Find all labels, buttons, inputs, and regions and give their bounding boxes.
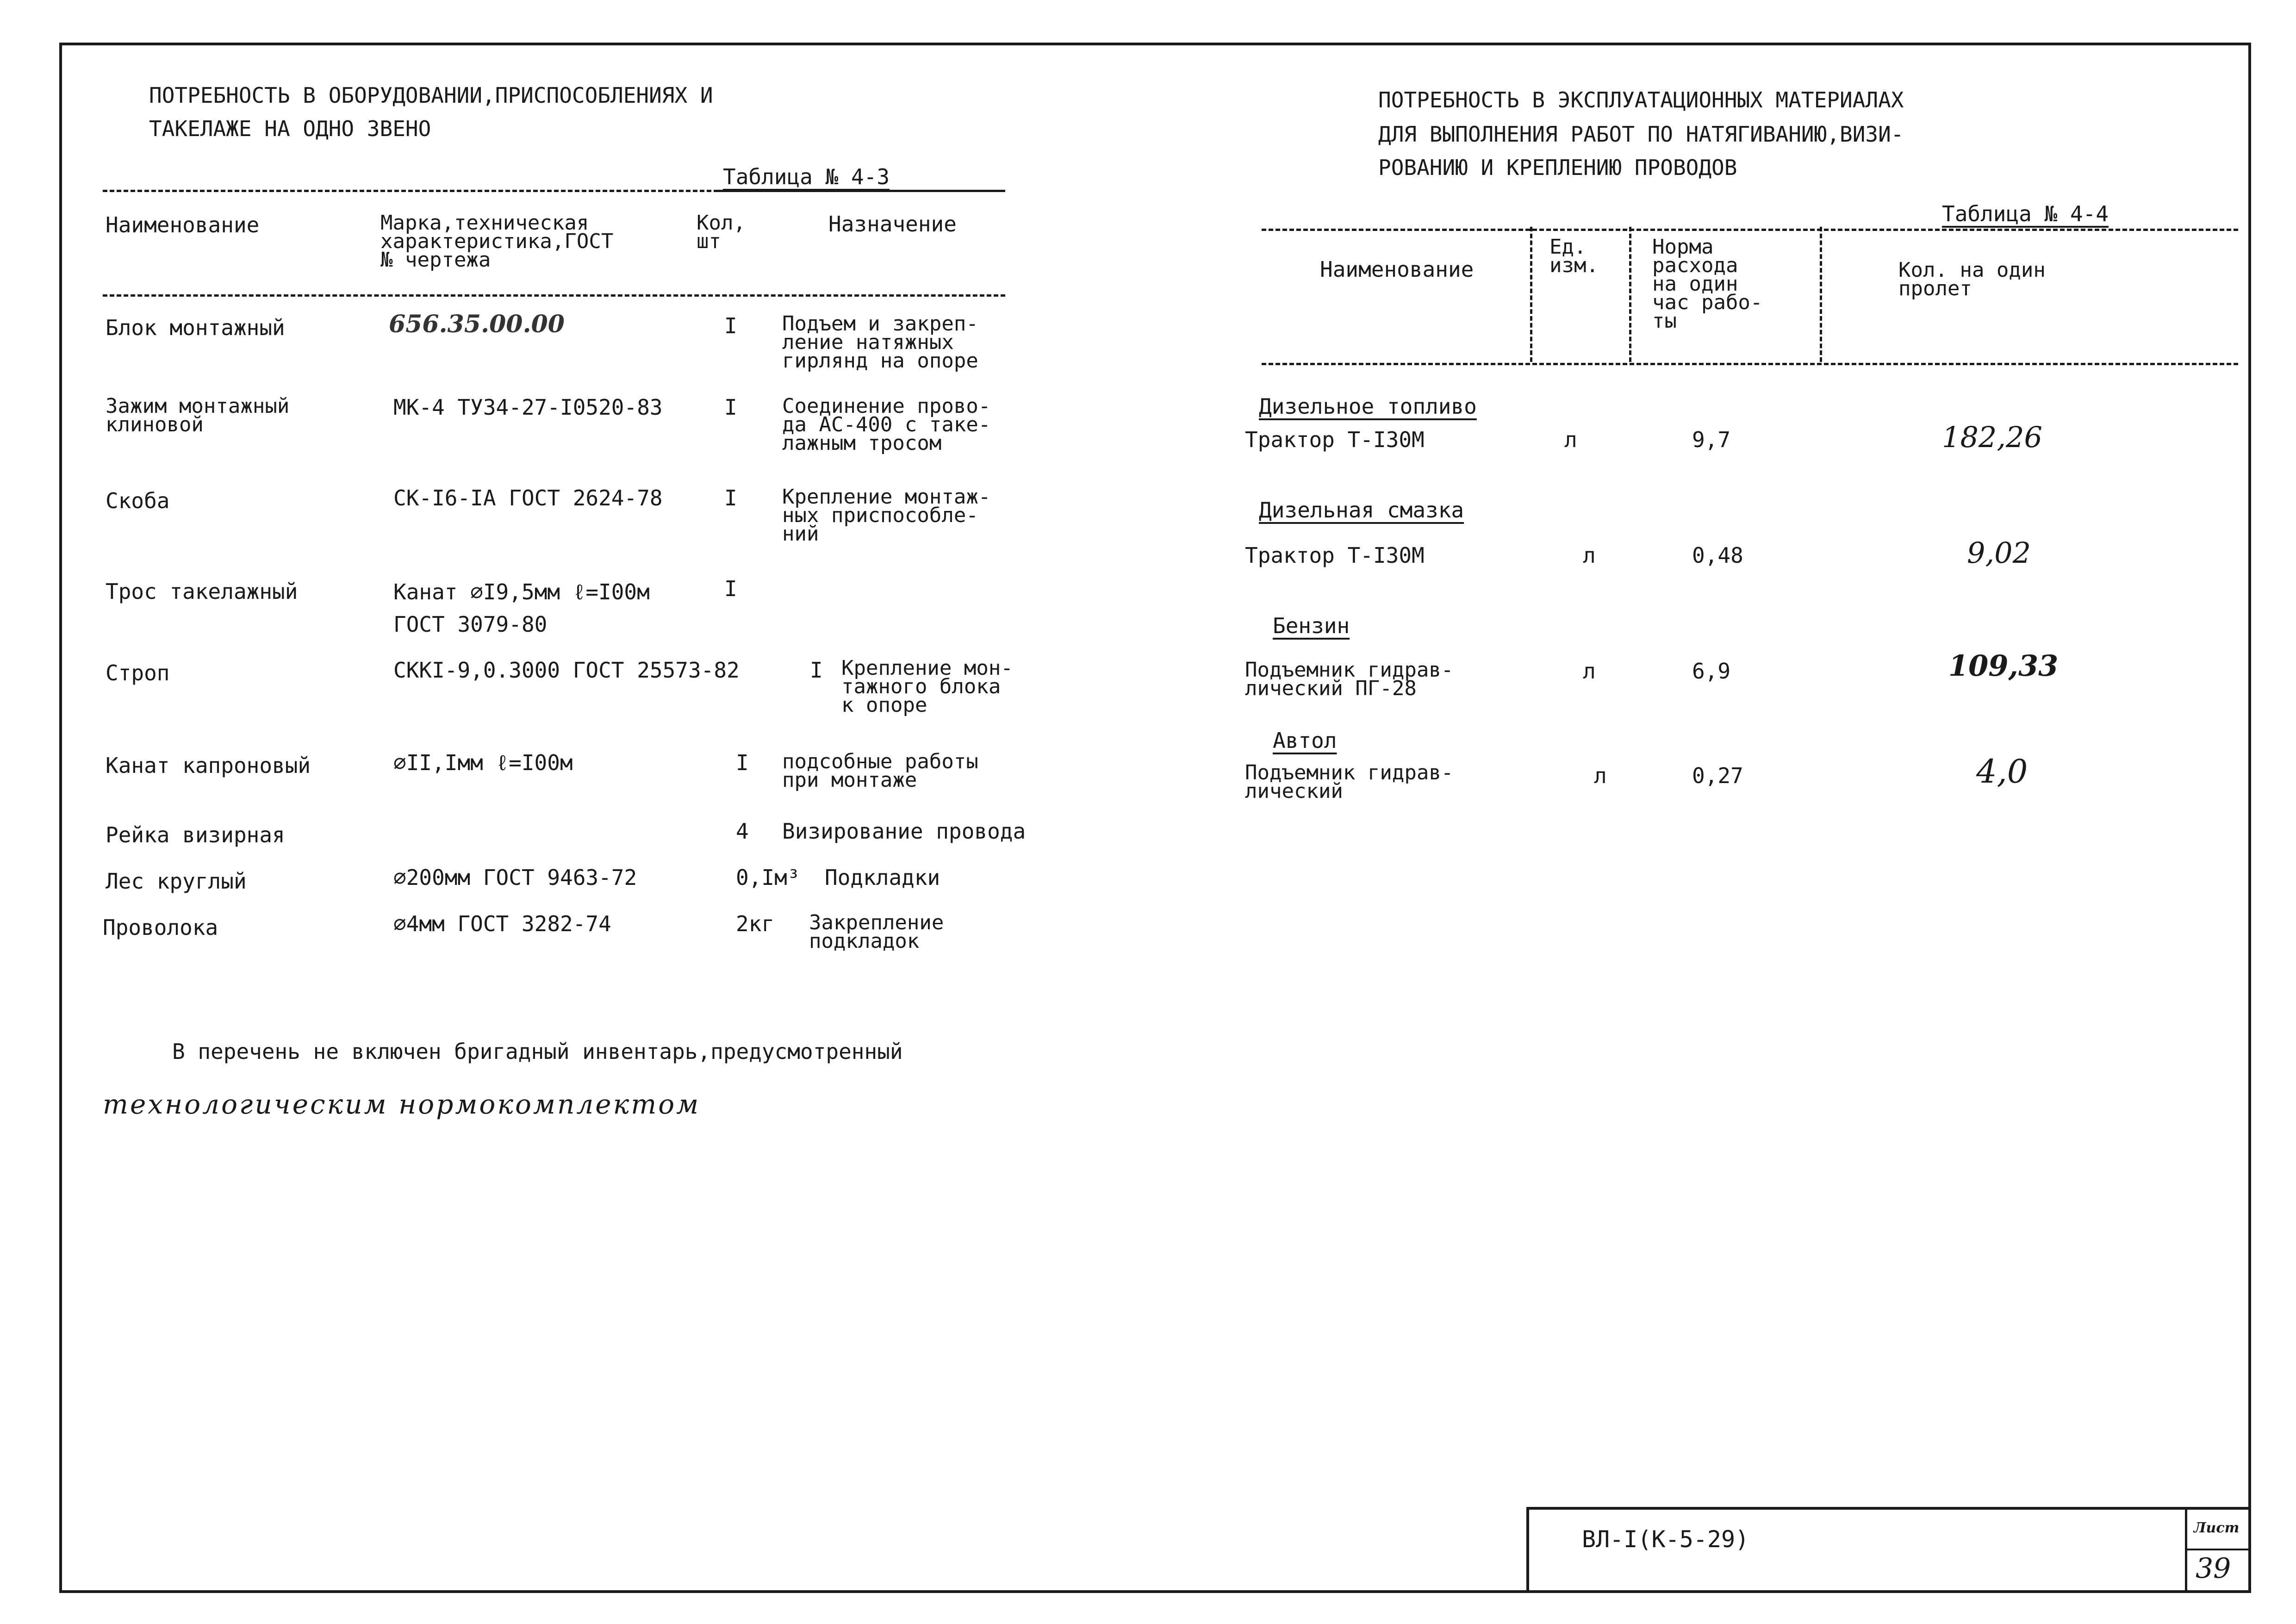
title-block-stamp — [1526, 1507, 2251, 1593]
right-table-col-divider — [1820, 227, 1822, 362]
right-title-line1: ПОТРЕБНОСТЬ В ЭКСПЛУАТАЦИОННЫХ МАТЕРИАЛАХ — [1378, 87, 1904, 112]
table-row-qty: I — [724, 313, 737, 338]
right-group-item: Подъемник гидрав- лический ПГ-28 — [1245, 658, 1454, 700]
table-row-name: Блок монтажный — [106, 315, 285, 340]
sheet-number: 39 — [2196, 1552, 2231, 1585]
table-row-name: Рейка визирная — [106, 822, 285, 847]
table-row-mark: СК-I6-IА ГОСТ 2624-78 — [393, 485, 663, 510]
right-table-header-rule — [1262, 363, 2238, 365]
right-group-qty: 182,26 — [1942, 420, 2042, 454]
sheet-label: Лист — [2194, 1520, 2240, 1536]
table-row-mark: ⌀4мм ГОСТ 3282-74 — [393, 911, 611, 936]
table-row-purpose: Крепление монтаж- ных приспособле- ний — [782, 485, 991, 546]
table-row-qty: I — [724, 395, 737, 420]
left-header-mark: Марка,техническая характеристика,ГОСТ № чертежа — [380, 211, 614, 272]
right-group-norm: 9,7 — [1692, 427, 1731, 452]
left-header-name: Наименование — [106, 212, 260, 237]
left-header-qty: Кол, шт — [697, 211, 746, 253]
right-header-name: Наименование — [1320, 257, 1474, 282]
table-row-qty: 2кг — [736, 911, 775, 936]
right-group-norm: 0,27 — [1692, 763, 1743, 788]
left-header-purpose: Назначение — [828, 212, 957, 236]
left-note-line1: В перечень не включен бригадный инвентарь,предусмотренный — [172, 1039, 903, 1064]
right-group-unit: л — [1583, 543, 1596, 568]
table-row-name: Скоба — [106, 488, 170, 513]
table-row-qty: I — [724, 576, 737, 601]
right-group-unit: л — [1583, 659, 1596, 684]
table-row-purpose: Подкладки — [825, 865, 940, 890]
right-group-title: Бензин — [1273, 613, 1350, 638]
left-note-line2: технологическим нормокомплектом — [103, 1089, 701, 1120]
table-row-qty: I — [724, 485, 737, 510]
table-row-mark: Канат ⌀I9,5мм ℓ=I00м ГОСТ 3079-80 — [393, 579, 650, 637]
right-group-norm: 6,9 — [1692, 659, 1731, 684]
right-group-item: Трактор Т-I30М — [1245, 427, 1425, 452]
left-table-top-rule — [103, 190, 718, 192]
table-row-qty: I — [810, 658, 823, 683]
table-row-name: Строп — [106, 660, 170, 685]
right-group-title: Дизельная смазка — [1259, 498, 1464, 523]
table-row-qty: 0,Iм³ — [736, 865, 800, 890]
table-row-name: Проволока — [103, 915, 218, 940]
table-row-purpose: Закрепление подкладок — [809, 911, 944, 953]
right-group-qty: 9,02 — [1967, 536, 2031, 570]
right-table-top-rule — [1262, 229, 2238, 231]
left-table-top-rule-solid — [718, 190, 1005, 192]
right-group-title: Дизельное топливо — [1259, 394, 1477, 419]
table-row-mark: МК-4 ТУ34-27-I0520-83 — [393, 395, 663, 420]
table-row-mark: 656.35.00.00 — [389, 310, 565, 338]
table-row-mark: ⌀200мм ГОСТ 9463-72 — [393, 865, 637, 890]
table-row-qty: 4 — [736, 819, 749, 844]
document-code: ВЛ-I(К-5-29) — [1582, 1526, 1749, 1553]
right-header-norm: Норма расхода на один час рабо- ты — [1652, 235, 1763, 333]
right-group-norm: 0,48 — [1692, 543, 1743, 568]
table-row-purpose: Соединение прово- да АС-400 с таке- лажным тросом — [782, 394, 991, 455]
right-group-unit: л — [1594, 763, 1607, 788]
table-row-mark: СККI-9,0.3000 ГОСТ 25573-82 — [393, 658, 740, 683]
left-title-line2: ТАКЕЛАЖЕ НА ОДНО ЗВЕНО — [149, 116, 431, 141]
right-table-col-divider — [1629, 227, 1631, 362]
table-row-purpose: Крепление мон- тажного блока к опоре — [841, 656, 1013, 717]
right-group-item: Подъемник гидрав- лический — [1245, 761, 1454, 803]
left-table-header-rule — [103, 294, 1005, 297]
right-table-label: Таблица № 4-4 — [1942, 201, 2109, 226]
table-row-name: Лес круглый — [106, 869, 247, 894]
sheet-number-cell — [2185, 1510, 2248, 1590]
right-title-line3: РОВАНИЮ И КРЕПЛЕНИЮ ПРОВОДОВ — [1378, 155, 1737, 180]
right-title-line2: ДЛЯ ВЫПОЛНЕНИЯ РАБОТ ПО НАТЯГИВАНИЮ,ВИЗИ- — [1378, 122, 1904, 147]
right-table-col-divider — [1530, 227, 1532, 362]
right-group-item: Трактор Т-I30М — [1245, 543, 1425, 568]
table-row-name: Зажим монтажный клиновой — [106, 394, 290, 436]
right-group-unit: л — [1564, 427, 1577, 452]
right-group-qty: 4,0 — [1976, 753, 2028, 790]
right-header-unit: Ед. изм. — [1549, 235, 1599, 277]
table-row-purpose: Подъем и закреп- ление натяжных гирлянд на опоре — [782, 312, 978, 373]
right-group-qty: 109,33 — [1948, 649, 2059, 683]
table-row-name: Канат капроновый — [106, 753, 311, 778]
left-table-label: Таблица № 4-3 — [723, 164, 890, 189]
table-row-name: Трос такелажный — [106, 579, 298, 604]
table-row-purpose: подсобные работы при монтаже — [782, 750, 978, 792]
left-title-line1: ПОТРЕБНОСТЬ В ОБОРУДОВАНИИ,ПРИСПОСОБЛЕНИЯХ И — [149, 83, 713, 108]
table-row-mark: ⌀II,Iмм ℓ=I00м — [393, 750, 573, 775]
table-row-purpose: Визирование провода — [782, 819, 1026, 844]
right-header-qty: Кол. на один пролет — [1898, 258, 2046, 300]
sheet-cell-divider — [2187, 1549, 2248, 1550]
table-row-qty: I — [736, 750, 749, 775]
right-group-title: Автол — [1273, 728, 1337, 753]
